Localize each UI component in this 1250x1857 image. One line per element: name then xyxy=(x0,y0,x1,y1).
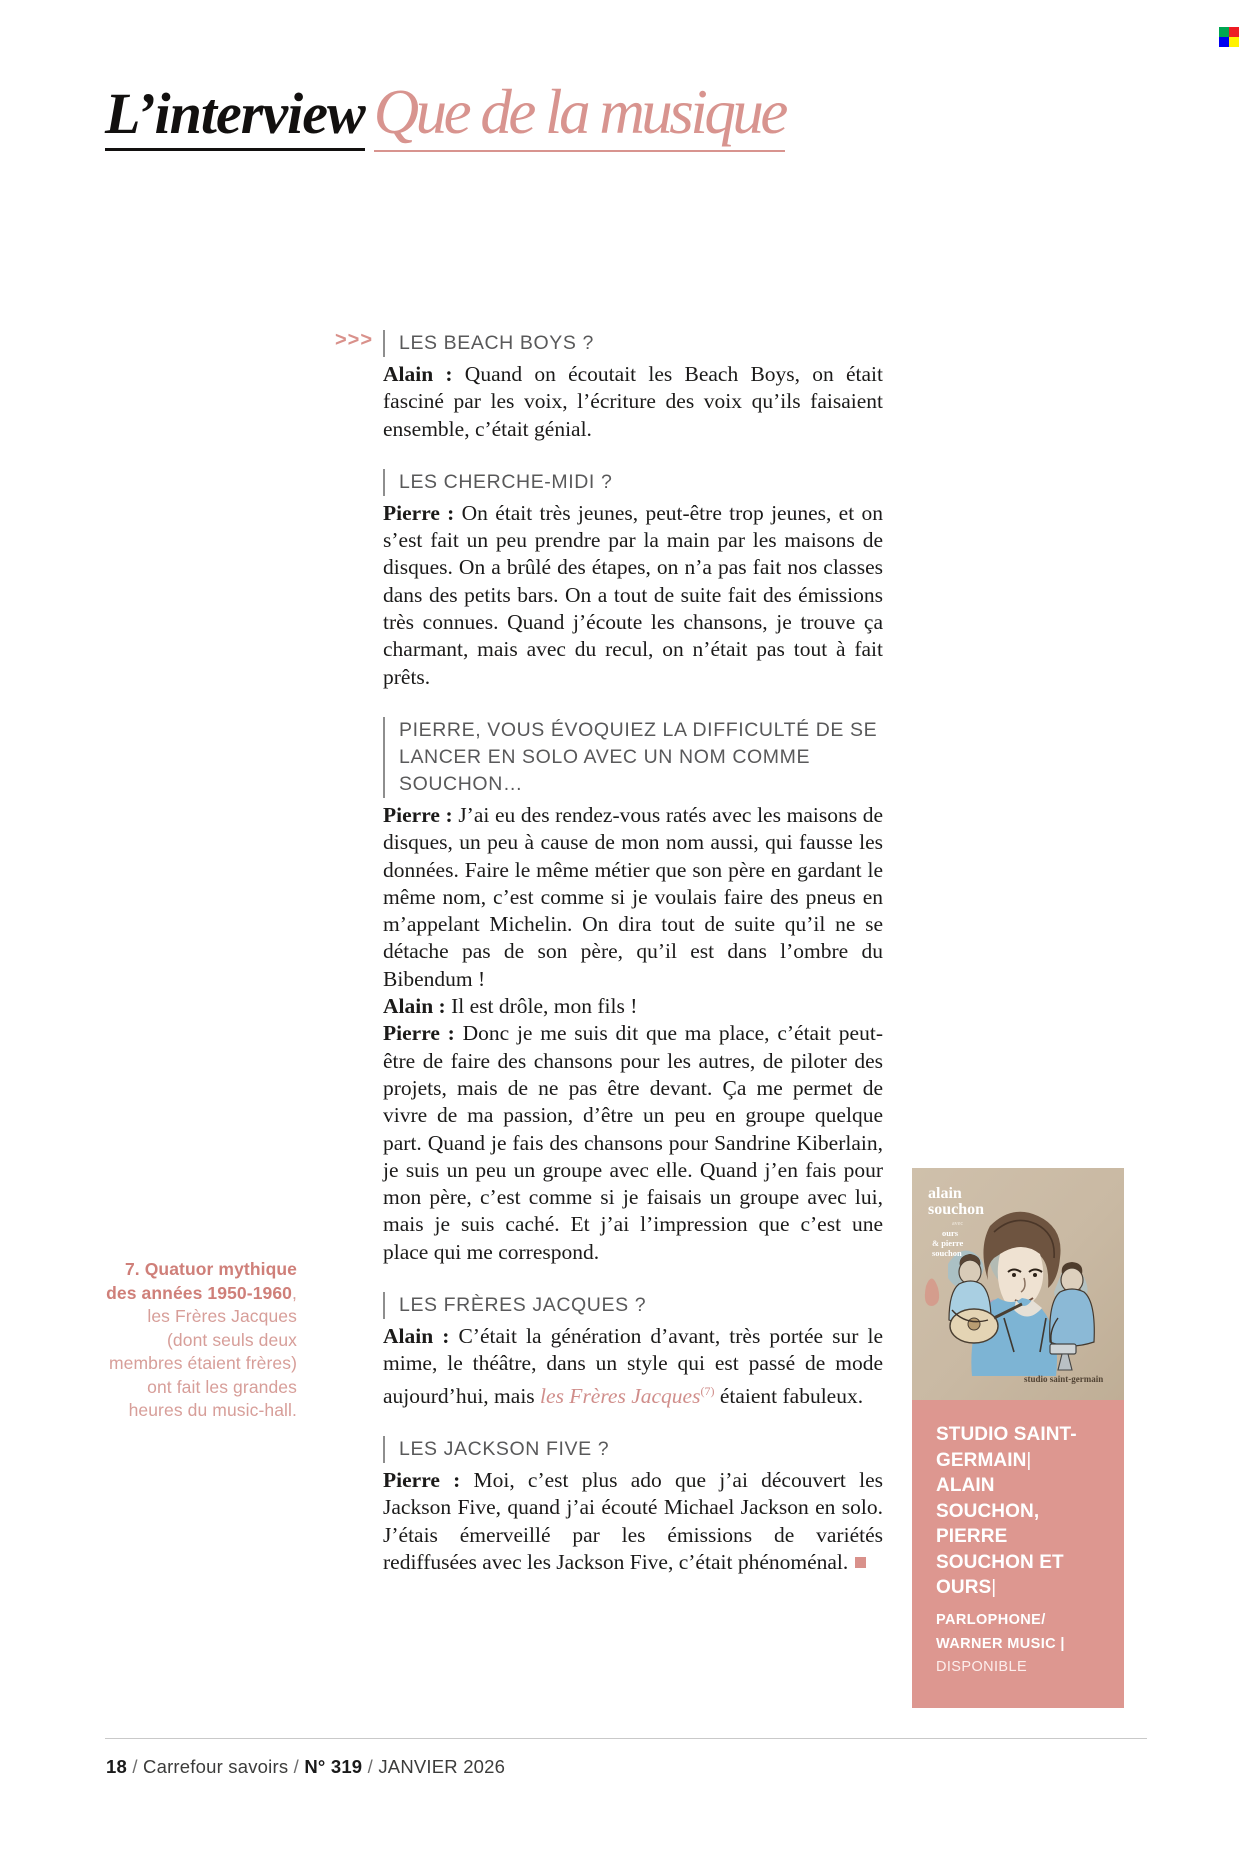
question-rule xyxy=(383,469,385,496)
arrows-marker: >>> xyxy=(335,329,374,351)
question-text: PIERRE, VOUS ÉVOQUIEZ LA DIFFICULTÉ DE SE LANCER EN SOLO AVEC UN NOM COMME SOUCHON… xyxy=(399,718,878,795)
answer-text: Quand on écoutait les Beach Boys, on était fasciné par les voix, l’écriture des voix qu’ils faisaient ensemble, c’était génial. xyxy=(383,362,883,441)
footer-divider xyxy=(105,1738,1147,1739)
question-text: LES JACKSON FIVE ? xyxy=(399,1438,610,1461)
page-title xyxy=(105,76,805,149)
answer-text: étaient fabuleux. xyxy=(714,1383,864,1408)
question-rule xyxy=(383,1436,385,1463)
svg-text:alain: alain xyxy=(928,1185,962,1202)
svg-text:souchon: souchon xyxy=(928,1201,985,1218)
answer-paragraph xyxy=(383,500,883,691)
qa-block xyxy=(383,1292,883,1410)
credit-separator: | xyxy=(1026,1449,1032,1471)
speaker-name: Alain : xyxy=(383,362,453,386)
question-text: LES FRÈRES JACQUES ? xyxy=(399,1294,647,1317)
answer-text: J’ai eu des rendez-vous ratés avec les maisons de disques, un peu à cause de mon nom aussi, qui fausse les données. Faire le même métier que son père en gardant le même nom, c’est comme si je voulais faire des pneus en m’appelant Michelin. On dira tout de suite qu’il ne se détache pas de son père, qu’il est dans l’ombre du Bibendum ! xyxy=(383,802,883,991)
end-of-article-mark xyxy=(855,1557,866,1568)
qa-block xyxy=(383,717,883,1266)
album-rail xyxy=(912,1168,1124,1708)
answer-text: Moi, c’est plus ado que j’ai découvert les Jackson Five, quand j’ai écouté Michael Jackson en solo. J’étais émerveillé par les émissions de variétés rediffusées avec les Jackson Five, c’était phénoménal. xyxy=(383,1468,883,1574)
svg-text:avec: avec xyxy=(952,1221,963,1227)
album-cover-artwork xyxy=(912,1168,1124,1400)
answer-paragraph xyxy=(383,1323,883,1410)
svg-text:studio saint-germain: studio saint-germain xyxy=(1024,1374,1104,1384)
svg-text:souchon: souchon xyxy=(932,1248,962,1258)
qa-block xyxy=(335,329,883,443)
answer-text: Il est drôle, mon fils ! xyxy=(445,994,638,1019)
footer-page-number: 18 xyxy=(106,1756,127,1777)
masthead-kicker: L’interview xyxy=(105,81,365,151)
question-text: LES CHERCHE-MIDI ? xyxy=(399,470,613,493)
speaker-name: Alain : xyxy=(383,994,446,1019)
color-registration-mark xyxy=(1219,27,1239,47)
footer-publication: Carrefour savoirs xyxy=(143,1756,289,1777)
question-rule xyxy=(383,717,385,798)
margin-footnote xyxy=(104,1258,297,1423)
footer-separator: / xyxy=(132,1756,138,1777)
margin-footnote-body: , les Frères Jacques (dont seuls deux membres étaient frères) ont fait les grandes heures du music-hall. xyxy=(108,1282,297,1420)
question-heading xyxy=(383,1292,883,1319)
speaker-name: Pierre : xyxy=(383,802,453,827)
highlighted-term: les Frères Jacques xyxy=(540,1383,701,1408)
speaker-name: Pierre : xyxy=(383,1021,455,1046)
speaker-name: Pierre : xyxy=(383,500,455,525)
credit-separator: | xyxy=(991,1577,997,1598)
article-column xyxy=(335,329,884,1602)
masthead-title: Que de la musique xyxy=(374,77,785,152)
answer-paragraph xyxy=(383,1020,883,1266)
footer-date: JANVIER 2026 xyxy=(378,1756,506,1777)
question-text: LES BEACH BOYS ? xyxy=(399,332,594,354)
footer-issue-number: N° 319 xyxy=(304,1756,363,1777)
speaker-name: Alain : xyxy=(383,1324,450,1349)
question-heading xyxy=(383,1436,883,1463)
svg-text:& pierre: & pierre xyxy=(932,1238,964,1248)
margin-footnote-lead: 7. Quatuor mythique des années 1950-1960 xyxy=(106,1259,297,1303)
credit-title-line xyxy=(936,1422,1102,1473)
footer-separator: / xyxy=(367,1756,373,1777)
album-credit-box xyxy=(912,1400,1124,1708)
svg-text:ours: ours xyxy=(942,1228,959,1238)
credit-album-title: STUDIO SAINT-GERMAIN xyxy=(936,1424,1077,1471)
footer-separator: / xyxy=(293,1756,299,1777)
credit-artists: ALAIN SOUCHON, PIERRE SOUCHON ET OURS xyxy=(936,1475,1064,1598)
question-heading xyxy=(383,717,883,798)
answer-text: C’était la génération d’avant, très portée sur le mime, le théâtre, dans un style qui est passé de mode aujourd’hui, mais xyxy=(383,1324,884,1408)
question-rule xyxy=(383,1292,385,1319)
credit-artists-line xyxy=(936,1473,1102,1601)
credit-availability: DISPONIBLE xyxy=(936,1658,1028,1675)
speaker-name: Pierre : xyxy=(383,1468,461,1493)
question-heading xyxy=(383,469,883,496)
answer-paragraph xyxy=(383,1467,883,1576)
qa-block xyxy=(383,1436,883,1576)
album-cover-illustration xyxy=(912,1168,1124,1400)
qa-block xyxy=(383,469,883,691)
answer-text: Donc je me suis dit que ma place, c’était peut-être de faire des chansons pour les autres, de piloter des projets, mais de ne pas être devant. Ça me permet de vivre de ma passion, d’être un peu en groupe quelque part. Quand je fais des chansons pour Sandrine Kiberlain, je suis un peu un groupe avec elle. Quand j’en fais pour mon père, c’est comme si je faisais un groupe avec lui, mais je suis caché. Et j’ai l’impression que c’est une place qui me correspond. xyxy=(383,1021,883,1264)
credit-label-line: PARLOPHONE/ WARNER MUSIC | xyxy=(936,1611,1065,1652)
page-footer xyxy=(106,1756,505,1778)
answer-paragraph xyxy=(383,802,883,993)
footnote-reference: (7) xyxy=(700,1383,715,1398)
question-rule xyxy=(383,330,385,357)
answer-paragraph xyxy=(383,993,883,1020)
answer-text: On était très jeunes, peut-être trop jeunes, et on s’est fait un peu prendre par la main par les maisons de disques. On a brûlé des étapes, on n’a pas fait nos classes dans des petits bars. On a tout de suite fait des émissions très connues. Quand j’écoute les chansons, je trouve ça charmant, mais avec du recul, on n’était pas tout à fait prêts. xyxy=(383,500,883,689)
question-heading xyxy=(335,329,883,357)
answer-paragraph xyxy=(383,361,883,443)
